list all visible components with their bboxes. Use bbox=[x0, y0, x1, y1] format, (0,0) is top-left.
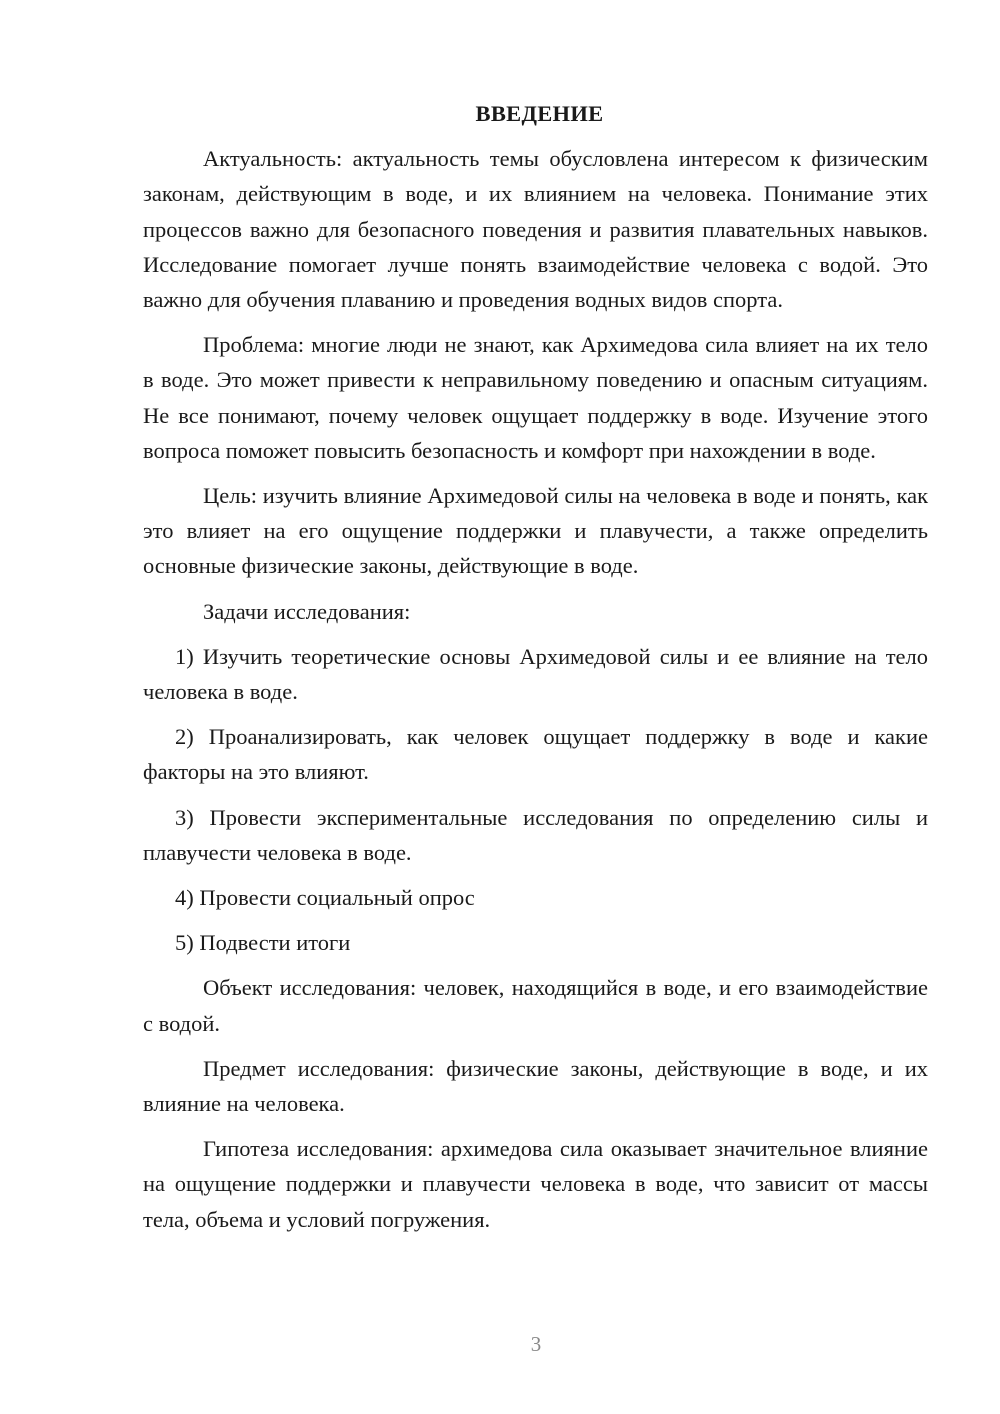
task-item-2: 2) Проанализировать, как человек ощущает поддержку в воде и какие факторы на это влияют. bbox=[143, 724, 928, 785]
page-number: 3 bbox=[530, 1332, 542, 1356]
subject-paragraph: Предмет исследования: физические законы, действующие в воде, и их влияние на человека. bbox=[143, 1055, 928, 1117]
hypothesis-paragraph: Гипотеза исследования: архимедова сила оказывает значительное влияние на ощущение поддержки и плавучести человека в воде, что зависит от массы тела, объема и условий погружения. bbox=[143, 1136, 928, 1232]
task-item-4: 4) Провести социальный опрос bbox=[175, 885, 475, 911]
document-page bbox=[143, 96, 928, 1247]
problem-paragraph: Проблема: многие люди не знают, как Архимедова сила влияет на их тело в воде. Это может привести к неправильному поведению и опасным ситуациям. Не все понимают, почему человек ощущает поддержку в воде. Изучение этого вопроса поможет повысить безопасность и комфорт при нахождении в воде. bbox=[143, 332, 928, 463]
task-item-5: 5) Подвести итоги bbox=[175, 930, 351, 956]
object-paragraph: Объект исследования: человек, находящийся в воде, и его взаимодействие с водой. bbox=[143, 975, 928, 1036]
relevance-paragraph: Актуальность: актуальность темы обусловлена интересом к физическим законам, действующим в воде, и их влиянием на человека. Понимание этих процессов важно для безопасного поведения и развития плавательных навыков. Исследование помогает лучше понять взаимодействие человека с водой. Это важно для обучения плаванию и проведения водных видов спорта. bbox=[143, 146, 928, 313]
tasks-heading: Задачи исследования: bbox=[203, 598, 411, 624]
task-item-1: 1) Изучить теоретические основы Архимедовой силы и ее влияние на тело человека в воде. bbox=[143, 643, 928, 705]
task-item-3: 3) Провести экспериментальные исследования по определению силы и плавучести человека в воде. bbox=[143, 804, 928, 865]
goal-paragraph: Цель: изучить влияние Архимедовой силы на человека в воде и понять, как это влияет на его ощущение поддержки и плавучести, а также определить основные физические законы, действующие в воде. bbox=[143, 483, 928, 579]
page-title: ВВЕДЕНИЕ bbox=[475, 101, 604, 126]
